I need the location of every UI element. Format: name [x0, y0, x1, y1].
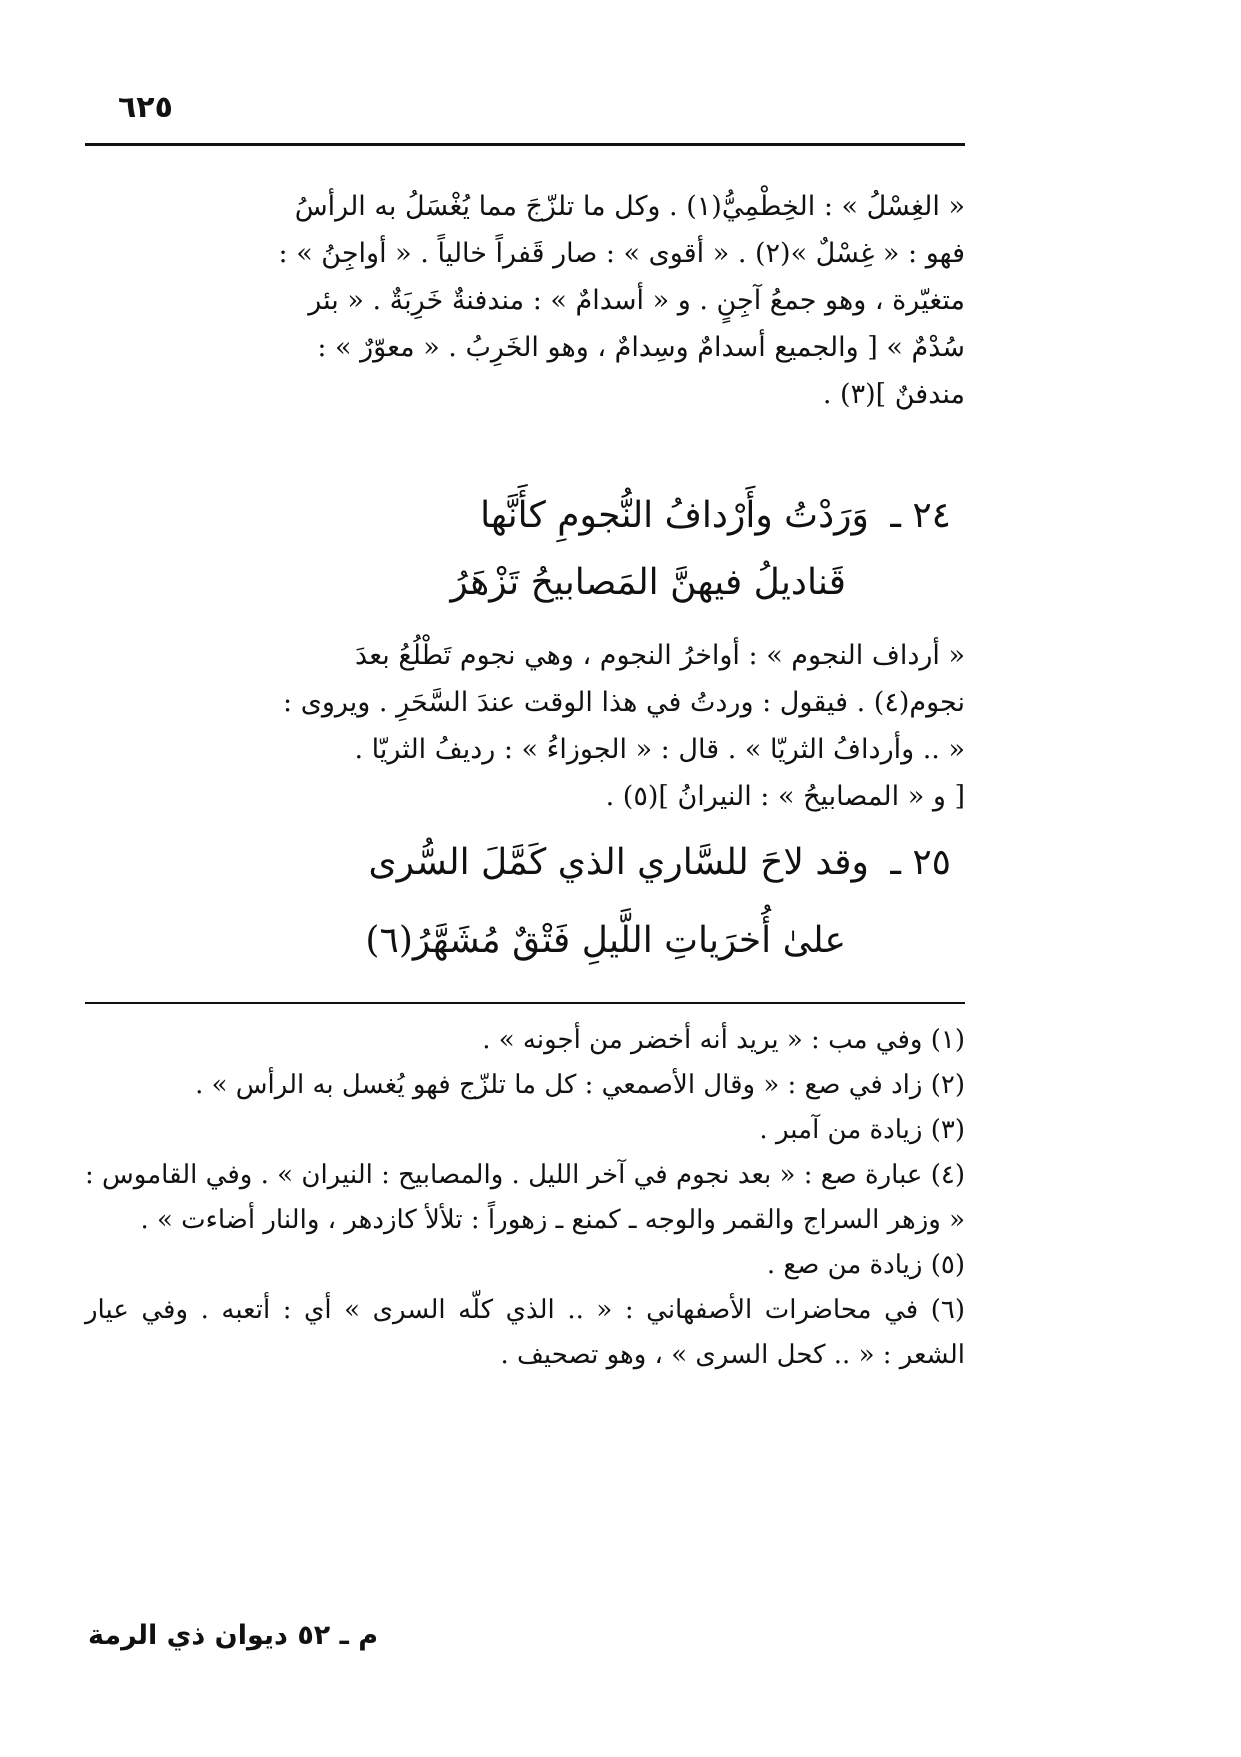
footnotes: [85, 1018, 965, 1378]
verse-number: ٢٥ ـ: [890, 842, 951, 883]
commentary-line: « .. وأردافُ الثريّا » . قال : « الجوزاءُ » : رديفُ الثريّا .: [354, 734, 965, 765]
footnote: (٥) زيادة من صع .: [766, 1250, 965, 1280]
hemistich-text: وَرَدْتُ وأَرْدافُ النُّجومِ كأَنَّها: [480, 495, 869, 536]
hemistich-text: وقد لاحَ للسَّاري الذي كَمَّلَ السُّرى: [368, 842, 869, 883]
header-rule: [85, 143, 965, 146]
commentary-line: [ و « المصابيحُ » : النيرانُ ](٥) .: [605, 781, 965, 812]
footnote: (١) وفي مب : « يريد أنه أخضر من أجونه » .: [482, 1025, 965, 1055]
footnote: (٢) زاد في صع : « وقال الأصمعي : كل ما تلزّج فهو يُغسل به الرأس » .: [195, 1070, 965, 1100]
verse-24-second-hemistich: قَناديلُ فيهنَّ المَصابيحُ تَزْهَرُ: [450, 562, 846, 603]
commentary-line: نجوم(٤) . فيقول : وردتُ في هذا الوقت عندَ السَّحَرِ . ويروى :: [283, 687, 965, 718]
footnote: (٦) في محاضرات الأصفهاني : « .. الذي كلّه السرى » أي : أتعبه . وفي عيار الشعر : « .. كحل السرى » ، وهو تصحيف .: [85, 1295, 965, 1370]
commentary-line: فهو : « غِسْلٌ »(٢) . « أقوى » : صار قَفراً خالياً . « أواجِنُ » :: [278, 238, 965, 269]
commentary-line: سُدْمٌ » [ والجميع أسدامٌ وسِدامٌ ، وهو الخَرِبُ . « معوّرٌ » :: [317, 332, 965, 363]
commentary-block-2: [85, 632, 965, 820]
page-number: ٦٢٥: [118, 90, 173, 125]
verse-25-first-hemistich: [368, 842, 951, 883]
commentary-block-1: [85, 183, 965, 418]
verse-24-first-hemistich: [480, 495, 951, 536]
footnote-rule: [85, 1002, 965, 1004]
commentary-line: مندفنٌ ](٣) .: [822, 379, 965, 410]
footnote: (٣) زيادة من آمبر .: [759, 1115, 965, 1145]
verse-25-second-hemistich: علىٰ أُخرَياتِ اللَّيلِ فَتْقٌ مُشَهَّرُ(٦): [365, 920, 846, 961]
verse-number: ٢٤ ـ: [890, 495, 951, 536]
commentary-line: متغيّرة ، وهو جمعُ آجِنٍ . و « أسدامٌ » : مندفنةٌ خَرِبَةٌ . « بئر: [308, 285, 965, 316]
signature-mark: م ـ ٥٢ ديوان ذي الرمة: [88, 1620, 379, 1651]
commentary-line: « الغِسْلُ » : الخِطْمِيُّ(١) . وكل ما تلزّجَ مما يُغْسَلُ به الرأسُ: [294, 191, 965, 222]
commentary-line: « أرداف النجوم » : أواخرُ النجوم ، وهي نجوم تَطْلُعُ بعدَ: [355, 640, 965, 671]
footnote: (٤) عبارة صع : « بعد نجوم في آخر الليل . والمصابيح : النيران » . وفي القاموس : « وزهر السراج والقمر والوجه ـ كمنع ـ زهوراً : تلألأ كازدهر ، والنار أضاءت » .: [85, 1160, 965, 1235]
